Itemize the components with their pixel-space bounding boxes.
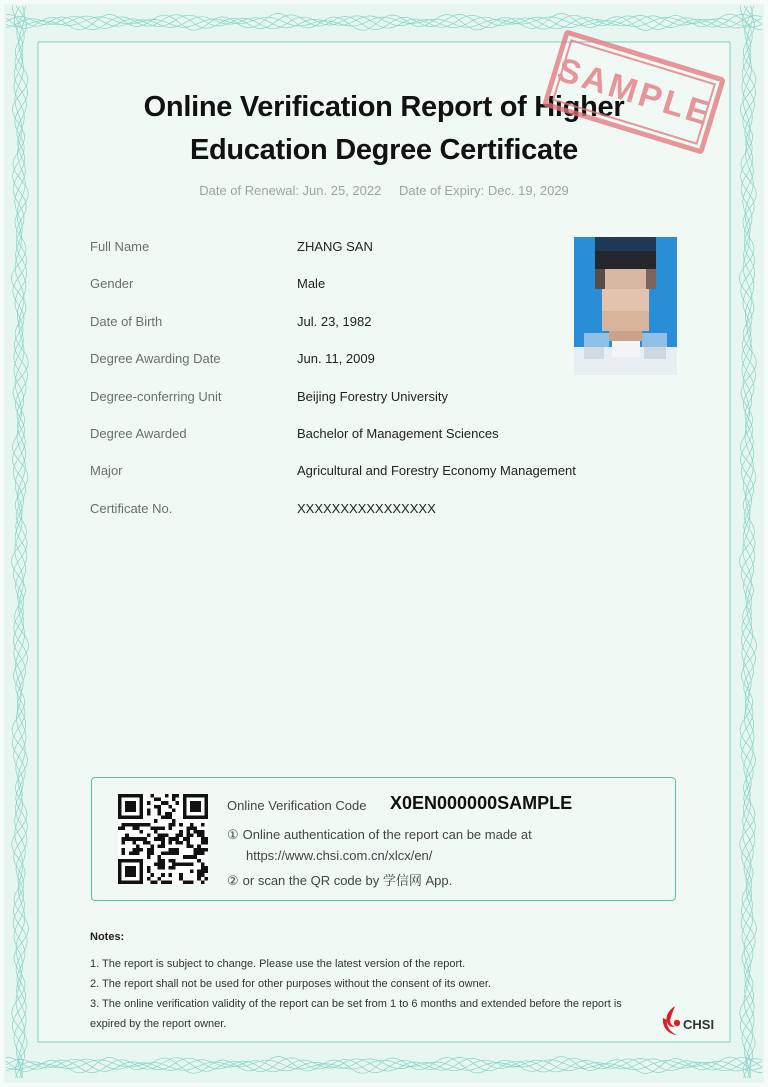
field-value: Bachelor of Management Sciences <box>297 426 499 441</box>
field-label: Gender <box>90 276 134 291</box>
field-value: Agricultural and Forestry Economy Management <box>297 463 576 478</box>
field-value: Beijing Forestry University <box>297 389 448 404</box>
qr-code[interactable] <box>118 794 208 884</box>
field-label: Degree-conferring Unit <box>90 389 222 404</box>
chsi-logo-text: CHSI <box>683 1017 715 1032</box>
renewal-date: Date of Renewal: Jun. 25, 2022 <box>199 183 382 198</box>
field-label: Degree Awarded <box>90 426 187 441</box>
note-item: 2. The report shall not be used for other purposes without the consent of its owner. <box>90 978 491 990</box>
expiry-date: Date of Expiry: Dec. 19, 2029 <box>398 183 569 198</box>
field-label: Certificate No. <box>90 501 173 516</box>
chsi-bird-icon <box>659 1004 685 1038</box>
sample-stamp: SAMPLE <box>542 29 726 155</box>
field-label: Full Name <box>90 239 150 254</box>
field-label: Major <box>90 463 123 478</box>
note-item: expired by the report owner. <box>90 1018 227 1030</box>
step-2-number: ② <box>227 873 239 888</box>
report-dates <box>0 183 768 198</box>
note-item: 1. The report is subject to change. Please use the latest version of the report. <box>90 958 466 970</box>
chsi-logo <box>659 1004 721 1038</box>
step-1-number: ① <box>227 827 239 842</box>
title-line-1: Online Verification Report of Higher <box>143 91 625 123</box>
verification-step-2 <box>227 870 452 889</box>
note-item: 3. The online verification validity of the report can be set from 1 to 6 months and extended before the report is <box>90 998 622 1010</box>
step-1-text: Online authentication of the report can be made at <box>242 827 532 842</box>
notes-title: Notes: <box>90 931 125 943</box>
verification-code: X0EN000000SAMPLE <box>390 793 573 813</box>
verification-url[interactable]: https://www.chsi.com.cn/xlcx/en/ <box>246 848 433 863</box>
title-line-2: Education Degree Certificate <box>189 134 579 166</box>
verification-step-1 <box>227 827 532 843</box>
field-value: ZHANG SAN <box>297 239 373 254</box>
verification-box <box>91 777 676 901</box>
field-value: XXXXXXXXXXXXXXXX <box>297 501 436 516</box>
step-2-text: or scan the QR code by 学信网 App. <box>242 873 453 888</box>
field-value: Jul. 23, 1982 <box>297 314 372 329</box>
field-label: Date of Birth <box>90 314 163 329</box>
verification-code-label: Online Verification Code <box>227 798 367 813</box>
field-value: Jun. 11, 2009 <box>297 351 375 366</box>
field-value: Male <box>297 276 326 291</box>
field-label: Degree Awarding Date <box>90 351 221 366</box>
holder-photo <box>574 237 677 375</box>
